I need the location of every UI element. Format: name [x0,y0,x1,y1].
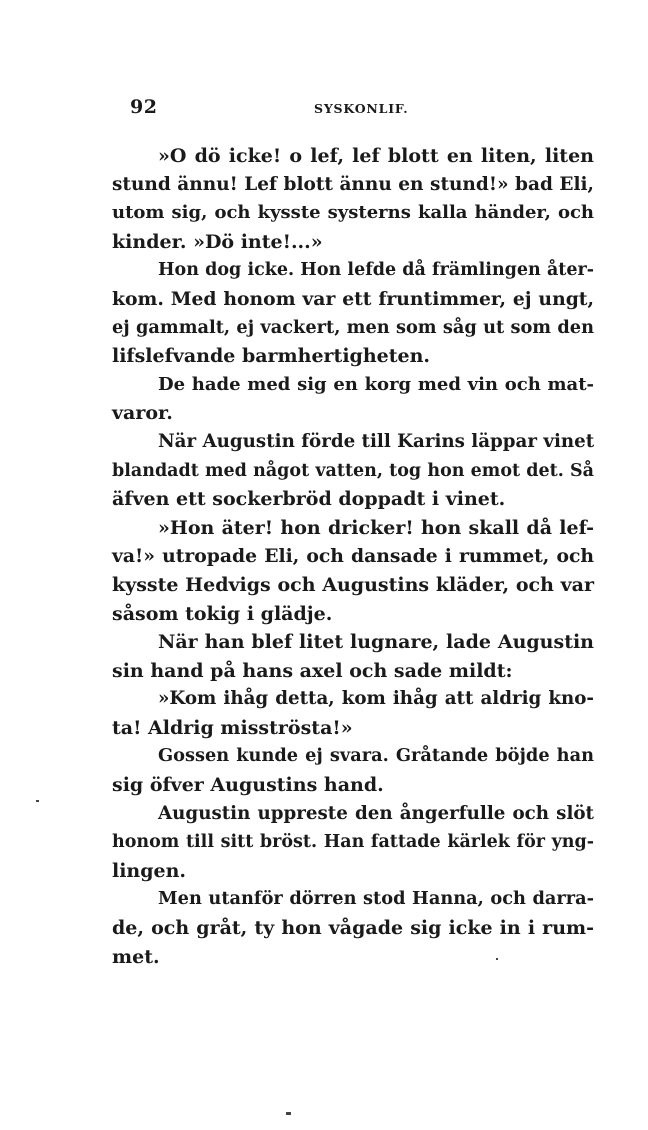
text-line: Augustin uppreste den ångerfulle och slöt [158,802,594,824]
running-head [112,96,592,124]
text-line: lifslefvande barmhertigheten. [112,345,431,368]
text-line: kysste Hedvigs och Augustins kläder, och var [112,573,594,596]
text-line: varor. [112,402,173,425]
running-title: SYSKONLIF. [314,101,409,116]
text-line: Hon dog icke. Hon lefde då främlingen åter- [158,260,594,281]
text-line: äfven ett sockerbröd doppadt i vinet. [112,488,506,511]
text-line: De hade med sig en korg med vin och mat- [158,373,594,395]
print-speck [36,800,39,802]
print-speck [496,958,498,960]
text-line: kom. Med honom var ett fruntimmer, ej ungt, [112,287,594,310]
text-line: När han blef litet lugnare, lade Augustin [158,631,594,654]
text-line: såsom tokig i glädje. [112,602,333,625]
text-line: de, och gråt, ty hon vågade sig icke in i rum- [112,917,594,940]
page-number: 92 [130,96,158,118]
text-line: met. [112,945,160,968]
text-line: »Kom ihåg detta, kom ihåg att aldrig kno- [158,688,594,710]
text-line: va!» utropade Eli, och dansade i rummet, och [112,545,594,568]
text-line: sin hand på hans axel och sade mildt: [112,659,513,682]
text-line: »Hon äter! hon dricker! hon skall då lef- [158,516,594,539]
text-line: kinder. »Dö inte!...» [112,230,323,253]
text-line: utom sig, och kysste systerns kalla händer, och [112,202,594,224]
text-line: Gossen kunde ej svara. Gråtande böjde han [158,745,594,767]
print-speck [286,1112,291,1115]
text-line: »O dö icke! o lef, lef blott en liten, liten [158,145,594,167]
text-line: sig öfver Augustins hand. [112,774,384,797]
text-line: ta! Aldrig misströsta!» [112,716,353,739]
text-line: blandadt med något vatten, tog hon emot det. Så [112,460,594,481]
text-line: lingen. [112,859,187,882]
text-line: Men utanför dörren stod Hanna, och darra- [158,888,594,910]
text-line: honom till sitt bröst. Han fattade kärlek för yng- [112,832,594,853]
text-line: ej gammalt, ej vackert, men som såg ut som den [112,316,594,338]
text-line: stund ännu! Lef blott ännu en stund!» bad Eli, [112,173,594,195]
body-text [112,142,594,971]
text-line: När Augustin förde till Karins läppar vinet [158,430,595,452]
